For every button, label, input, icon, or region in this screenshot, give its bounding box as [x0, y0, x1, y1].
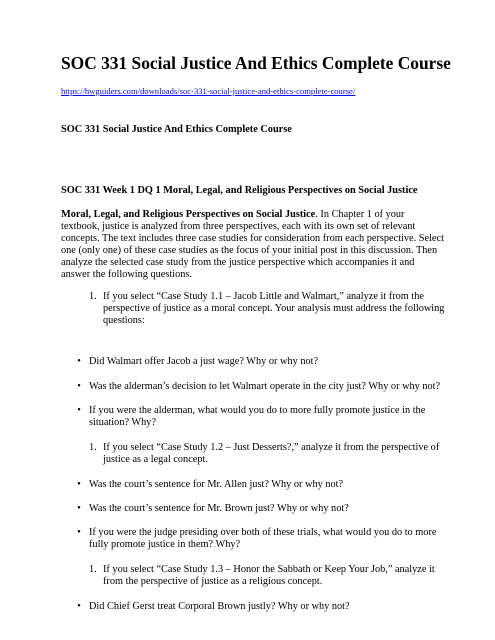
case-2-item [89, 442, 449, 466]
case-2-question-3: If you were the judge presiding over both of these trials, what would you do to more fully promote justice in them? Why? [89, 527, 437, 551]
list-item [70, 527, 450, 551]
case-2-number: 1. [89, 442, 97, 453]
list-item [70, 356, 450, 368]
intro-bold-lead: Moral, Legal, and Religious Perspectives on Social Justice [61, 209, 316, 220]
case-3-question-1: Did Chief Gerst treat Corporal Brown justly? Why or why not? [89, 601, 350, 612]
case-1-question-1: Did Walmart offer Jacob a just wage? Why or why not? [89, 356, 319, 367]
course-link[interactable]: https://hwguiders.com/downloads/soc-331-social-justice-and-ethics-complete-course/ [61, 86, 356, 96]
list-item [70, 381, 450, 393]
case-2-question-1: Was the court’s sentence for Mr. Allen just? Why or why not? [89, 479, 344, 490]
discussion-heading: SOC 331 Week 1 DQ 1 Moral, Legal, and Religious Perspectives on Social Justice [61, 185, 418, 196]
list-item [70, 479, 450, 491]
case-3-item [89, 564, 449, 588]
document-title: SOC 331 Social Justice And Ethics Complete Course [61, 53, 451, 73]
intro-paragraph [61, 209, 445, 282]
case-1-question-2: Was the alderman’s decision to let Walmart operate in the city just? Why or why not? [89, 381, 441, 392]
list-item [70, 601, 450, 613]
bullet-icon: • [77, 479, 81, 490]
intro-body-text: . In Chapter 1 of your textbook, justice is analyzed from three perspectives, each with its own set of relevant concepts. The text includes three case studies for consideration from each perspective. Select one (only one) of these case studies as the focus of your initial post in this discussion. Then analyze the selected case study from the justice perspective which accompanies it and answer the following questions. [61, 209, 444, 281]
case-1-number: 1. [89, 291, 97, 302]
course-subtitle: SOC 331 Social Justice And Ethics Complete Course [61, 124, 292, 135]
bullet-icon: • [77, 356, 81, 367]
case-1-question-3: If you were the alderman, what would you do to more fully promote justice in the situation? Why? [89, 405, 426, 429]
bullet-icon: • [77, 503, 81, 514]
bullet-icon: • [77, 381, 81, 392]
case-2-text: If you select “Case Study 1.2 – Just Desserts?,” analyze it from the perspective of justice as a legal concept. [103, 442, 440, 466]
case-3-number: 1. [89, 564, 97, 575]
bullet-icon: • [77, 405, 81, 416]
bullet-icon: • [77, 527, 81, 538]
case-3-text: If you select “Case Study 1.3 – Honor the Sabbath or Keep Your Job,” analyze it from the perspective of justice as a religious concept. [103, 564, 435, 588]
bullet-icon: • [77, 601, 81, 612]
case-2-question-2: Was the court’s sentence for Mr. Brown just? Why or why not? [89, 503, 349, 514]
list-item [70, 405, 450, 429]
case-1-text: If you select “Case Study 1.1 – Jacob Little and Walmart,” analyze it from the perspective of justice as a moral concept. Your analysis must address the following questions: [103, 291, 445, 327]
list-item [70, 503, 450, 515]
case-1-item [89, 291, 449, 327]
